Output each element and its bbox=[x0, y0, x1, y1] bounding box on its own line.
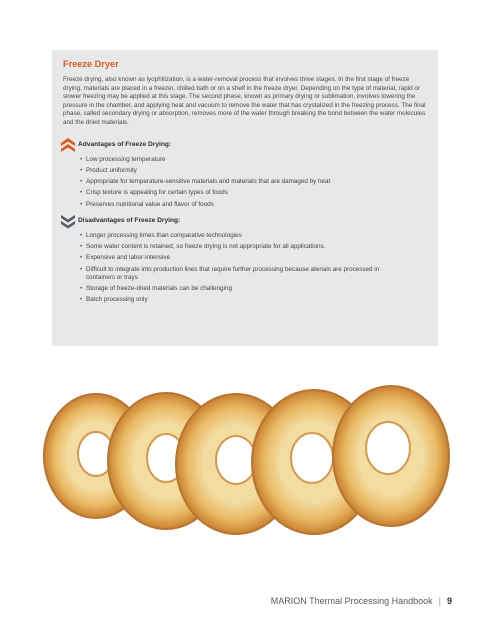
dried-pineapple-rings-image bbox=[36, 346, 456, 546]
footer-separator: | bbox=[438, 596, 441, 606]
advantages-title: Advantages of Freeze Drying: bbox=[78, 141, 172, 149]
list-item: • Difficult to integrate into production lines that require further processing because aterials are processed in containers or trays bbox=[80, 266, 386, 282]
list-item: • Storage of freeze-dried materials can be challenging bbox=[80, 285, 428, 293]
disadvantages-list bbox=[63, 232, 428, 304]
footer-title: MARION Thermal Processing Handbook bbox=[270, 596, 433, 606]
list-item: • Preserves nutritional value and flavor of foods bbox=[80, 201, 428, 209]
intro-paragraph: Freeze drying, also known as lyophilization, is a water-removal process that involves three stages. In the first stage of freeze drying, materials are placed in a freezer, chilled bath or on a shelf in the freeze dryer. Depending on the type of material, rapid or slower freezing may be applied at this stage. The second phase, known as primary drying or sublimation, involves lowering the pressure in the chamber, and applying heat and vacuum to remove the water that has crystalized in the freezing process. The final phase, called secondary drying or absorption, removes more of the water through breaking the bond between the water molecules and the dried materials. bbox=[63, 76, 426, 126]
up-chevron-icon bbox=[60, 137, 76, 153]
advantages-header bbox=[60, 137, 428, 153]
advantages-list bbox=[63, 156, 428, 209]
section-title: Freeze Dryer bbox=[63, 59, 119, 69]
page-number: 9 bbox=[446, 596, 452, 606]
ring-5 bbox=[333, 386, 449, 526]
freeze-dryer-panel bbox=[52, 50, 438, 346]
list-item: • Some water content is retained, so freeze drying is not appropriate for all applications. bbox=[80, 243, 428, 251]
page-footer bbox=[271, 596, 452, 606]
down-chevron-icon bbox=[60, 213, 76, 229]
pineapple-rings-illustration bbox=[36, 346, 456, 546]
advantages-section bbox=[63, 137, 428, 209]
list-item: • Batch processing only bbox=[80, 296, 428, 304]
list-item: • Product uniformity bbox=[80, 167, 428, 175]
disadvantages-section bbox=[63, 213, 428, 304]
list-item: • Expensive and labor-intensive bbox=[80, 254, 428, 262]
list-item: • Appropriate for temperature-sensitive materials and materials that are damaged by heat bbox=[80, 178, 428, 186]
list-item: • Longer processing times than comparative technologies bbox=[80, 232, 428, 240]
disadvantages-title: Disadvantages of Freeze Drying: bbox=[78, 217, 181, 225]
list-item: • Crisp texture is appealing for certain types of foods bbox=[80, 189, 428, 197]
list-item: • Low processing temperature bbox=[80, 156, 428, 164]
disadvantages-header bbox=[60, 213, 428, 229]
